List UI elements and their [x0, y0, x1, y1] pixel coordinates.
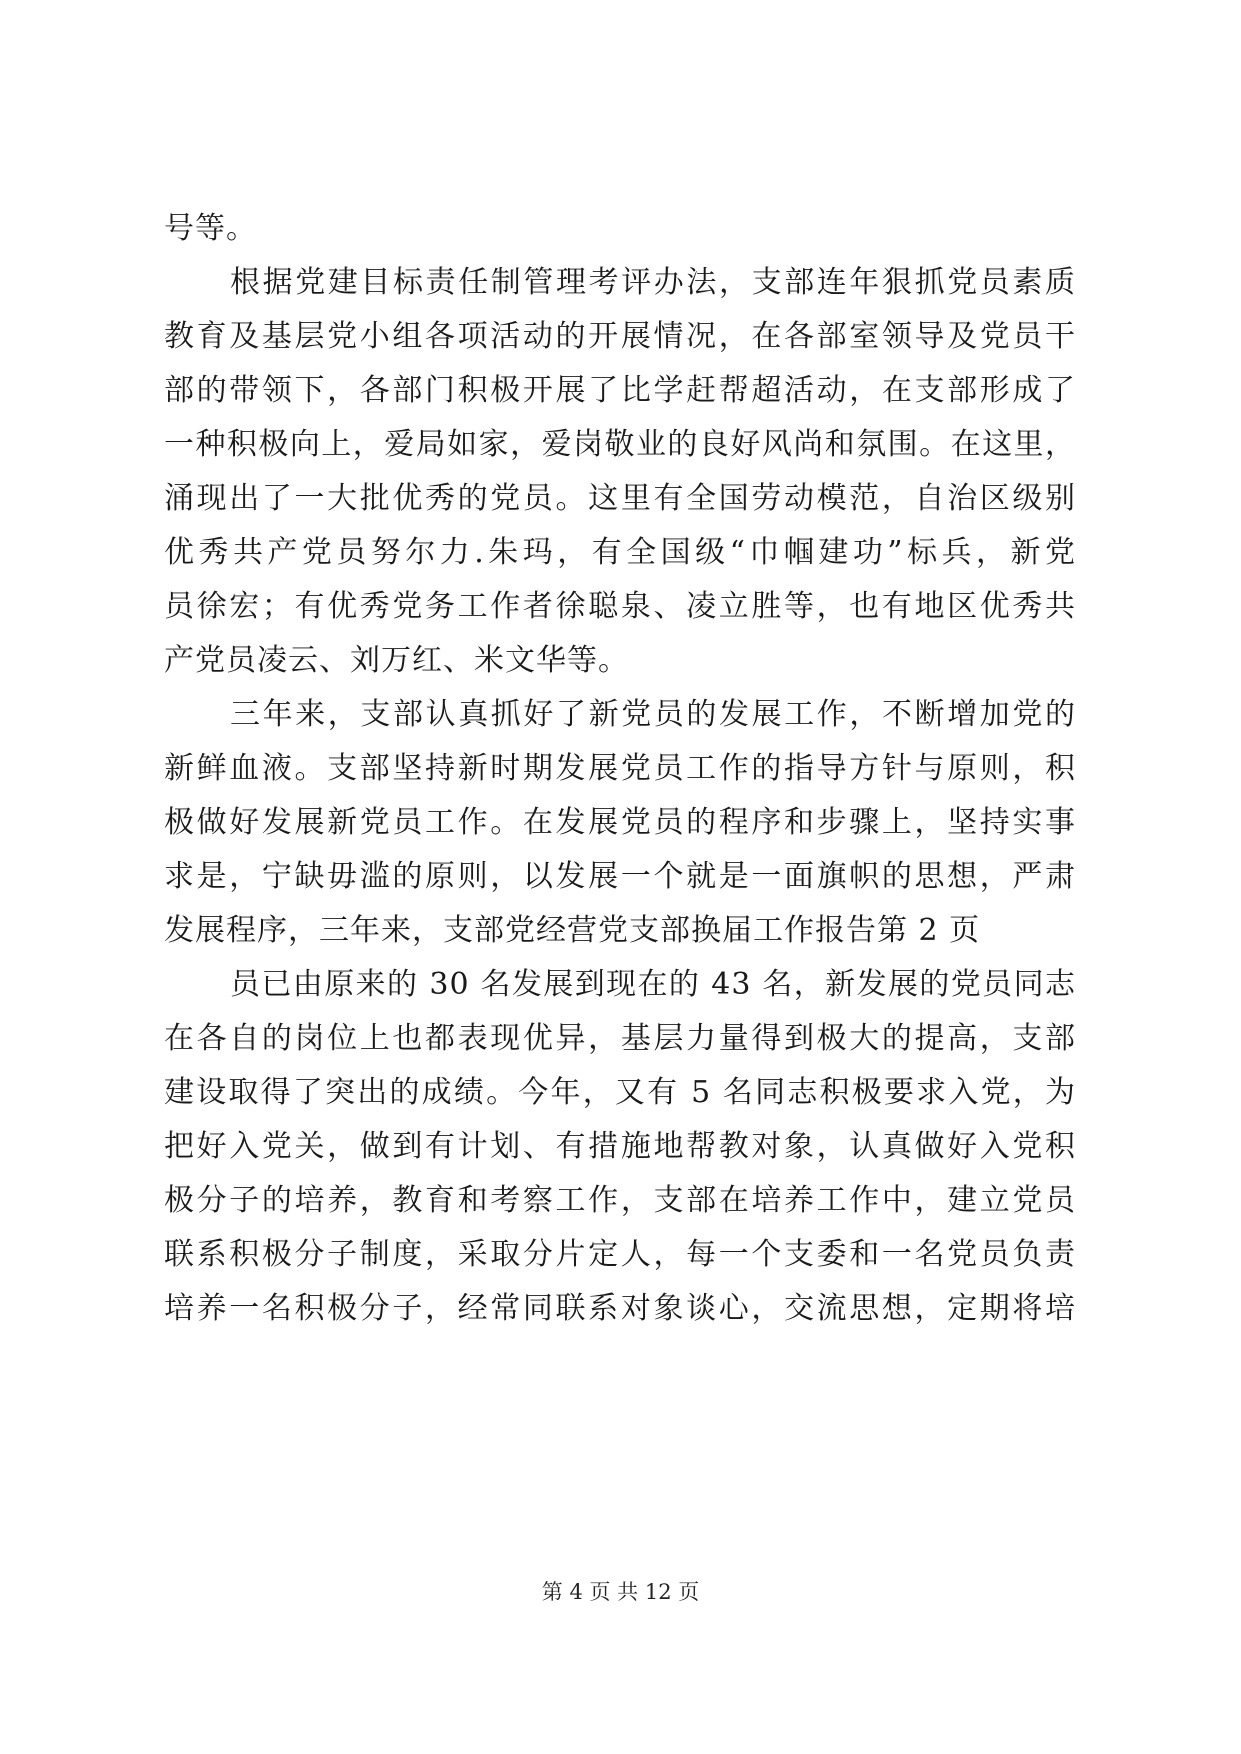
text-line: 教育及基层党小组各项活动的开展情况，在各部室领导及党员干 — [164, 319, 1076, 354]
text-line: 部的带领下，各部门积极开展了比学赶帮超活动，在支部形成了 — [164, 373, 1076, 408]
text-line: 根据党建目标责任制管理考评办法，支部连年狠抓党员素质 — [230, 265, 1076, 300]
text-line: 把好入党关，做到有计划、有措施地帮教对象，认真做好入党积 — [164, 1129, 1076, 1164]
text-line: 发展程序，三年来，支部党经营党支部换届工作报告第 2 页 — [164, 913, 981, 948]
text-line: 培养一名积极分子，经常同联系对象谈心，交流思想，定期将培 — [164, 1291, 1076, 1326]
text-line: 极做好发展新党员工作。在发展党员的程序和步骤上，坚持实事 — [164, 805, 1076, 840]
text-line: 一种积极向上，爱局如家，爱岗敬业的良好风尚和氛围。在这里， — [164, 427, 1076, 462]
text-line: 在各自的岗位上也都表现优异，基层力量得到极大的提高，支部 — [164, 1021, 1076, 1056]
text-line: 联系积极分子制度，采取分片定人，每一个支委和一名党员负责 — [164, 1237, 1076, 1272]
text-line: 三年来，支部认真抓好了新党员的发展工作，不断增加党的 — [230, 697, 1076, 732]
text-line: 产党员凌云、刘万红、米文华等。 — [164, 643, 629, 678]
text-line: 员徐宏；有优秀党务工作者徐聪泉、凌立胜等，也有地区优秀共 — [164, 589, 1076, 624]
text-line: 建设取得了突出的成绩。今年，又有 5 名同志积极要求入党，为 — [164, 1075, 1076, 1110]
page-footer: 第 4 页 共 12 页 — [541, 1580, 700, 1604]
text-line: 新鲜血液。支部坚持新时期发展党员工作的指导方针与原则，积 — [164, 751, 1076, 786]
text-line: 求是，宁缺毋滥的原则，以发展一个就是一面旗帜的思想，严肃 — [164, 859, 1076, 894]
text-line: 员已由原来的 30 名发展到现在的 43 名，新发展的党员同志 — [230, 967, 1076, 1002]
text-line: 极分子的培养，教育和考察工作，支部在培养工作中，建立党员 — [164, 1183, 1076, 1218]
body-text — [164, 202, 1076, 1336]
text-line: 优秀共产党员努尔力.朱玛，有全国级“巾帼建功”标兵，新党 — [164, 535, 1076, 570]
text-line: 号等。 — [164, 211, 257, 246]
text-line: 涌现出了一大批优秀的党员。这里有全国劳动模范，自治区级别 — [164, 481, 1076, 516]
